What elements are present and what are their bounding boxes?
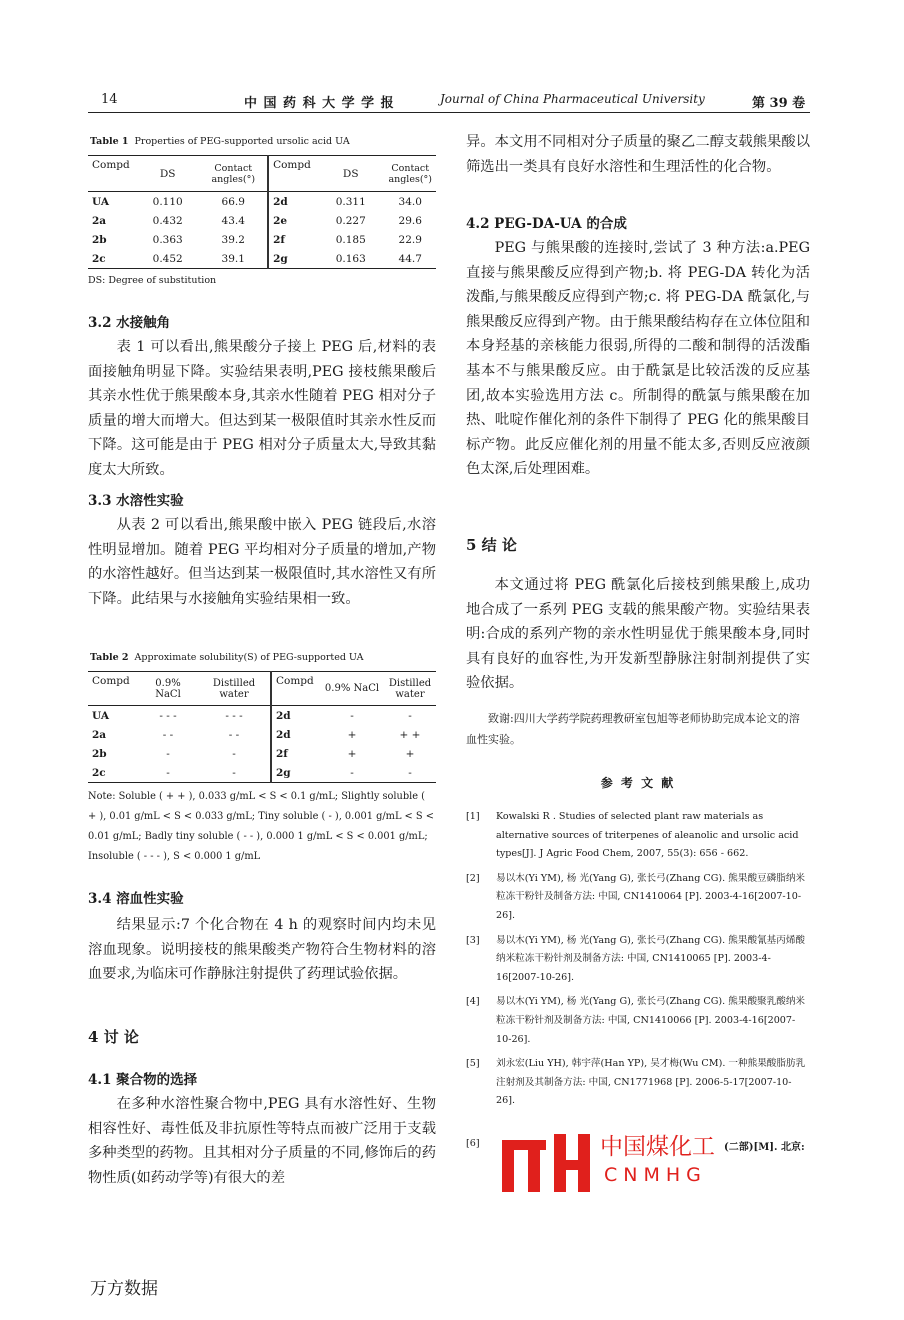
logo-text-en: CNMHG (604, 1164, 707, 1186)
t1-header-contact-angle: Contact angles(°) (211, 162, 256, 185)
table-row: 2b - - 2f + + (88, 744, 436, 763)
t2-header-nacl-2: 0.9% NaCl (324, 683, 380, 694)
t1-header-compd-2: Compd (268, 156, 317, 192)
continuation-paragraph: 异。本文用不同相对分子质量的聚乙二醇支载熊果酸以筛选出一类具有良好水溶性和生理活性的化合物。 (466, 134, 810, 175)
reference-item: [5] 刘永宏(Liu YH), 韩宇萍(Han YP), 吴才梅(Wu CM). 一种熊果酸脂肪乳注射剂及其制备方法: 中国, CN1771968 [P]. 2006-5-17[2007-10-26]. (466, 1058, 806, 1107)
volume-label: 第 39 卷 (752, 96, 806, 111)
references-heading: 参 考 文 献 (600, 776, 676, 790)
section-3-2-heading: 3.2 水接触角 (88, 315, 171, 331)
footer-watermark: 万方数据 (90, 1279, 158, 1299)
table-row: 2a 0.432 43.4 2e 0.227 29.6 (88, 211, 436, 230)
t1-header-compd: Compd (92, 159, 130, 171)
section-4-1-heading: 4.1 聚合物的选择 (88, 1072, 198, 1088)
table-1-note: DS: Degree of substitution (88, 275, 217, 286)
table-row: 2a - - - - 2d + + + (88, 725, 436, 744)
table-2-grid (88, 671, 436, 783)
reference-list (466, 808, 810, 1117)
section-3-2 (88, 311, 436, 483)
section-3-3-text: 从表 2 可以看出,熊果酸中嵌入 PEG 链段后,水溶性明显增加。随着 PEG 平均相对分子质量的增加,产物的水溶性越好。但当达到某一极限值时,其水溶性又有所下降。此结果与水接触角实验结果相一致。 (88, 517, 436, 607)
table-row: 2b 0.363 39.2 2f 0.185 22.9 (88, 230, 436, 249)
section-5-heading: 5 结 论 (466, 536, 517, 554)
table-2-note: Note: Soluble ( + + ), 0.033 g/mL < S < 0.1 g/mL; Slightly soluble ( + ), 0.01 g/mL < S < 0.033 g/mL; Tiny soluble ( - ), 0.001 g/mL < S < 0.01 g/mL; Badly tiny soluble ( - - ), 0.000 1 g/mL < S < 0.001 g/mL; Insoluble ( - - - ), S < 0.000 1 g/mL (88, 791, 434, 862)
table-2-caption: Table 2 Approximate solubility(S) of PEG-supported UA (90, 652, 364, 663)
reference-item: [1] Kowalski R . Studies of selected plant raw materials as alternative sources of triterpenes of aleanolic and ursolic acid types[J]. J Agric Food Chem, 2007, 55(3): 656 - 662. (466, 811, 799, 860)
section-5 (466, 534, 810, 696)
section-4-2 (466, 212, 810, 482)
acknowledgement: 致谢:四川大学药学院药理教研室包旭等老师协助完成本论文的溶血性实验。 (466, 712, 800, 746)
watermark-logo (498, 1130, 718, 1192)
header-rule (88, 112, 810, 113)
reference-item-6-number: [6] (466, 1138, 480, 1149)
journal-title-en: Journal of China Pharmaceutical University (440, 92, 705, 106)
table-row: UA 0.110 66.9 2d 0.311 34.0 (88, 192, 436, 212)
logo-text-cn: 中国煤化工 (600, 1134, 715, 1160)
t2-header-water-2: Distilled water (388, 677, 432, 700)
section-5-text: 本文通过将 PEG 酰氯化后接枝到熊果酸上,成功地合成了一系列 PEG 支载的熊果酸产物。实验结果表明:合成的系列产物的亲水性明显优于熊果酸本身,同时具有良好的血容性,为开发新型静脉注射制剂提供了实验依据。 (466, 577, 810, 692)
mh-logo-icon (498, 1130, 594, 1192)
t1-header-contact-angle-2: Contact angles(°) (388, 162, 432, 185)
section-4-2-heading: 4.2 PEG-DA-UA 的合成 (466, 216, 627, 232)
section-4-1 (88, 1068, 436, 1190)
table-row: UA - - - - - - 2d - - (88, 706, 436, 726)
section-3-2-text: 表 1 可以看出,熊果酸分子接上 PEG 后,材料的表面接触角明显下降。实验结果表明,PEG 接枝熊果酸后其亲水性优于熊果酸本身,其亲水性随着 PEG 相对分子质量的增大而增大。但达到某一极限值时其亲水性反而下降。这可能是由于 PEG 相对分子质量太大,导致其黏度太大所致。 (88, 339, 436, 478)
section-3-4 (88, 887, 436, 987)
reference-item-6-text: (二部)[M]. 北京: (724, 1142, 805, 1153)
section-4-1-text: 在多种水溶性聚合物中,PEG 具有水溶性好、生物相容性好、毒性低及非抗原性等特点而被广泛用于支载多种类型的药物。且其相对分子质量的不同,修饰后的药物性质(如药动学等)有很大的差 (88, 1096, 436, 1186)
reference-item: [2] 易以木(Yi YM), 杨 光(Yang G), 张长弓(Zhang CG). 熊果酸豆磷脂纳米粒冻干粉针及制备方法: 中国, CN1410064 [P]. 2003-4-16[2007-10-26]. (466, 872, 806, 921)
table-1-caption: Table 1 Properties of PEG-supported ursolic acid UA (90, 136, 350, 147)
table-1-grid (88, 155, 436, 269)
table-1 (88, 136, 436, 286)
reference-item: [3] 易以木(Yi YM), 杨 光(Yang G), 张长弓(Zhang CG). 熊果酸氰基丙烯酸纳米粒冻干粉针剂及制备方法: 中国, CN1410065 [P]. 2003-4-16[2007-10-26]. (466, 934, 806, 983)
section-4-2-text: PEG 与熊果酸的连接时,尝试了 3 种方法:a.PEG 直接与熊果酸反应得到产物;b. 将 PEG-DA 转化为活泼酯,与熊果酸反应得到产物;c. 将 PEG-DA 酰氯化,与熊果酸反应得到产物。由于熊果酸结构存在立体位阻和本身羟基的亲核能力很弱,所得的二酸和制得的活泼酯基本不与熊果酸反应。由于酰氯是比较活泼的反应基团,故本实验选用方法 c。所制得的酰氯与熊果酸在加热、吡啶作催化剂的条件下制得了 PEG 化的熊果酸目标产物。此反应催化剂的用量不能太多,否则反应液颜色太深,后处理困难。 (466, 240, 810, 478)
t2-header-nacl: 0.9% NaCl (155, 677, 181, 700)
table-row: 2c 0.452 39.1 2g 0.163 44.7 (88, 249, 436, 269)
t1-header-ds-2: DS (342, 167, 359, 180)
section-4-heading: 4 讨 论 (88, 1028, 139, 1046)
page-number: 14 (101, 92, 118, 107)
t2-header-compd: Compd (92, 675, 130, 687)
section-3-4-heading: 3.4 溶血性实验 (88, 891, 184, 907)
section-3-4-text: 结果显示:7 个化合物在 4 h 的观察时间内均未见溶血现象。说明接枝的熊果酸类产物符合生物材料的溶血要求,为临床可作静脉注射提供了药理试验依据。 (88, 917, 436, 983)
section-3-3 (88, 489, 436, 611)
t1-header-ds: DS (159, 167, 176, 180)
reference-item: [4] 易以木(Yi YM), 杨 光(Yang G), 张长弓(Zhang CG). 熊果酸聚乳酸纳米粒冻干粉针剂及制备方法: 中国, CN1410066 [P]. 2003-4-16[2007-10-26]. (466, 996, 806, 1045)
t2-header-water: Distilled water (212, 677, 256, 700)
table-2 (88, 652, 436, 867)
journal-title-cn: 中 国 药 科 大 学 学 报 (244, 96, 395, 111)
t2-header-compd-2: Compd (271, 672, 320, 706)
table-row: 2c - - 2g - - (88, 763, 436, 783)
section-3-3-heading: 3.3 水溶性实验 (88, 493, 184, 509)
